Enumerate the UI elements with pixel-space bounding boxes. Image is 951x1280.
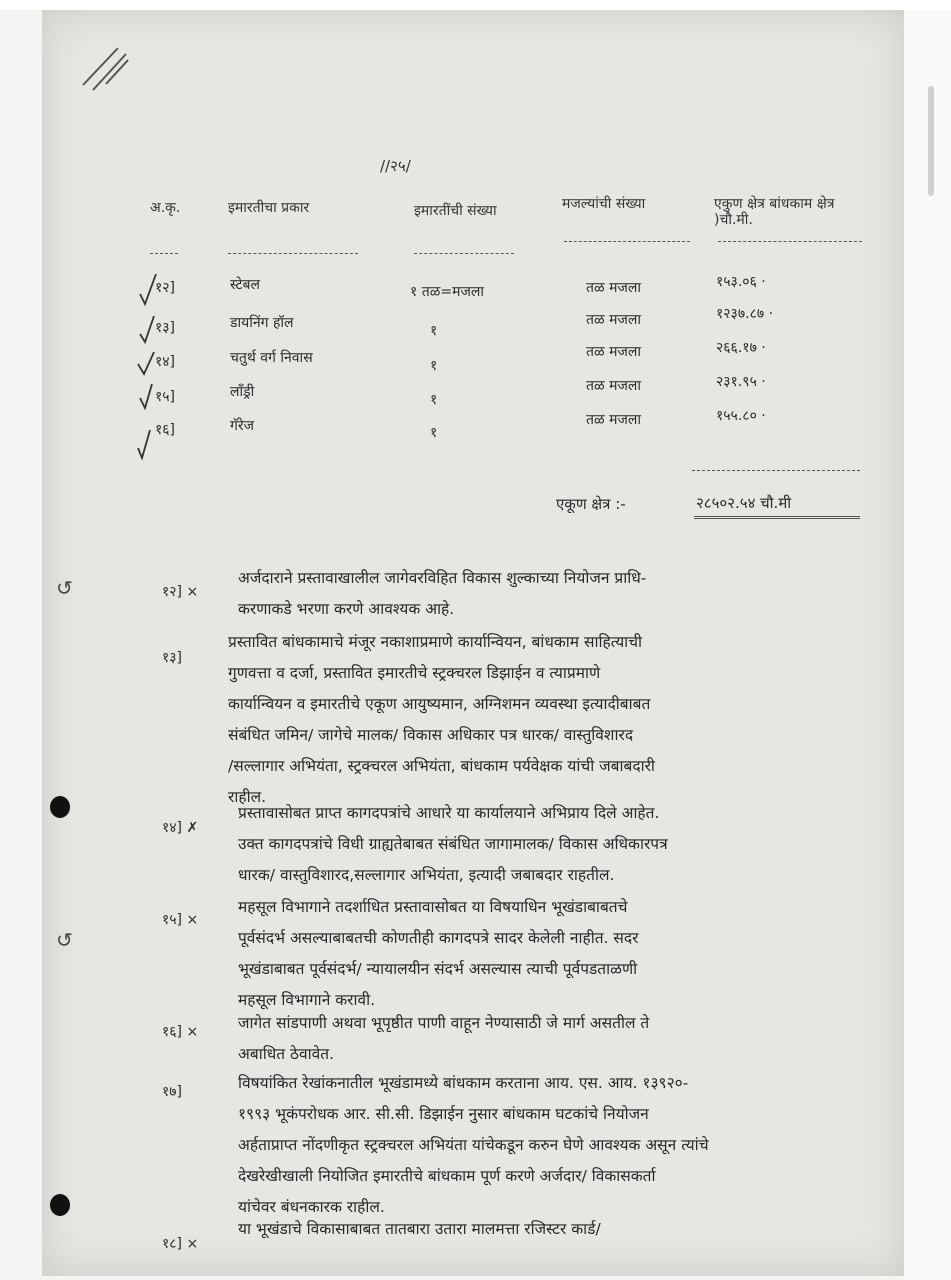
clause-number: १२] ×	[162, 584, 199, 600]
header-area: एकुण क्षेत्र बांधकाम क्षेत्र )चौ.मी.	[714, 196, 835, 228]
top-bar	[0, 0, 951, 10]
row-floors: तळ मजला	[586, 378, 641, 394]
curl-mark: ↺	[56, 576, 73, 600]
page-number: //२५/	[380, 157, 411, 175]
clause-text: प्रस्तावासोबत प्राप्त कागदपत्रांचे आधारे या कार्यालयाने अभिप्राय दिले आहेत. उक्त कागदपत्रांचे विधी ग्राह्यतेबाबत संबंधित जागामालक/ विकास अधिकारपत्र धारक/ वास्तुविशारद,सल्लागार अभियंता, इत्यादी जबाबदार राहतील.	[238, 804, 668, 884]
header-underline	[150, 253, 178, 254]
clause-number: १५] ×	[162, 912, 199, 928]
row-sr: १५]	[155, 389, 176, 405]
row-type: लॉंड्री	[230, 384, 255, 400]
row-count: १	[430, 392, 438, 408]
total-rule	[692, 470, 860, 471]
total-double-rule	[694, 516, 860, 519]
header-count: इमारतींची संख्या	[414, 203, 497, 219]
row-count: १	[430, 323, 438, 339]
total-label: एकूण क्षेत्र :-	[556, 495, 626, 513]
header-floors: मजल्यांची संख्या	[562, 196, 646, 212]
row-count: १	[430, 358, 438, 374]
clause-text: प्रस्तावित बांधकामाचे मंजूर नकाशाप्रमाणे कार्यान्वियन, बांधकाम साहित्याची गुणवत्ता व दर्जा, प्रस्तावित इमारतीचे स्ट्रक्चरल डिझाईन व त्याप्रमाणे कार्यान्वियन व इमारतीचे एकूण आयुष्यमान, अग्निशमन व्यवस्था इत्यादीबाबत संबंधित जमिन/ जागेचे मालक/ विकास अधिकार पत्र धारक/ वास्तुविशारद /सल्लागार अभियंता, स्ट्रक्चरल अभियंता, बांधकाम पर्यवेक्षक यांची जबाबदारी राहील.	[228, 633, 655, 806]
header-underline	[718, 241, 862, 242]
tick-marks	[136, 272, 166, 462]
total-value: २८५०२.५४ चौ.मी	[696, 494, 792, 512]
clause-number: १४] ✗	[162, 820, 199, 836]
clause-number: १६] ×	[162, 1024, 199, 1040]
document-page	[42, 10, 904, 1276]
row-area: १५३.०६ ·	[716, 274, 766, 290]
row-floors: तळ मजला	[586, 312, 641, 328]
header-underline	[564, 241, 690, 242]
clause-number: १८] ×	[162, 1236, 199, 1252]
row-floors: तळ मजला	[586, 344, 641, 360]
header-type: इमारतीचा प्रकार	[228, 200, 310, 216]
row-count: १	[430, 425, 438, 441]
row-type: चतुर्थ वर्ग निवास	[230, 350, 313, 366]
clause-text: या भूखंडाचे विकासाबाबत तातबारा उतारा मालमत्ता रजिस्टर कार्ड/	[238, 1220, 601, 1238]
row-area: १५५.८० ·	[716, 408, 766, 424]
header-underline	[414, 253, 514, 254]
clause-number: १३]	[162, 650, 183, 666]
row-count: १ तळ=मजला	[410, 284, 484, 300]
row-type: गॅरेज	[230, 418, 254, 434]
clause-text: अर्जदाराने प्रस्तावाखालील जागेवरविहित विकास शुल्काच्या नियोजन प्राधि- करणाकडे भरणा करणे आवश्यक आहे.	[238, 569, 647, 618]
row-area: १२३७.८७ ·	[716, 306, 774, 322]
row-floors: तळ मजला	[586, 280, 641, 296]
row-sr: १४]	[155, 354, 176, 370]
scrollbar[interactable]	[928, 86, 934, 196]
punch-hole	[50, 796, 70, 818]
row-area: २३१.९५ ·	[716, 374, 766, 390]
clause-text: जागेत सांडपाणी अथवा भूपृष्ठीत पाणी वाहून नेण्यासाठी जे मार्ग असतील ते अबाधित ठेवावेत.	[238, 1014, 650, 1063]
curl-mark: ↺	[56, 928, 73, 952]
clause-text: विषयांकित रेखांकनातील भूखंडामध्ये बांधकाम करताना आय. एस. आय. १३९२०- १९९३ भूकंपरोधक आर. सी.सी. डिझाईन नुसार बांधकाम घटकांचे नियोजन अर्हताप्राप्त नोंदणीकृत स्ट्रक्चरल अभियंता यांचेकडून करुन घेणे आवश्यक असून त्यांचे देखरेखीखाली नियोजित इमारतीचे बांधकाम पूर्ण करणे अर्जदार/ विकासकर्ता यांचेवर बंधनकारक राहील.	[238, 1074, 709, 1216]
header-sr: अ.कृ.	[150, 200, 181, 216]
row-sr: १३]	[155, 320, 176, 336]
row-sr: १६]	[155, 422, 176, 438]
clause-number: १७]	[162, 1084, 183, 1100]
header-underline	[228, 253, 358, 254]
row-type: डायनिंग हॉल	[230, 315, 294, 331]
right-margin	[904, 10, 951, 1280]
punch-hole	[50, 1194, 70, 1216]
clause-text: महसूल विभागाने तदर्शाधित प्रस्तावासोबत या विषयाधिन भूखंडाबाबतचे पूर्वसंदर्भ असल्याबाबतची कोणतीही कागदपत्रे सादर केलेली नाहीत. सदर भूखंडाबाबत पूर्वसंदर्भ/ न्यायालयीन संदर्भ असल्यास त्याची पूर्वपडताळणी महसूल विभागाने करावी.	[238, 898, 639, 1009]
corner-scribble	[78, 40, 138, 100]
row-type: स्टेबल	[230, 277, 260, 293]
row-floors: तळ मजला	[586, 412, 641, 428]
row-area: २६६.१७ ·	[716, 340, 766, 356]
row-sr: १२]	[155, 280, 176, 296]
